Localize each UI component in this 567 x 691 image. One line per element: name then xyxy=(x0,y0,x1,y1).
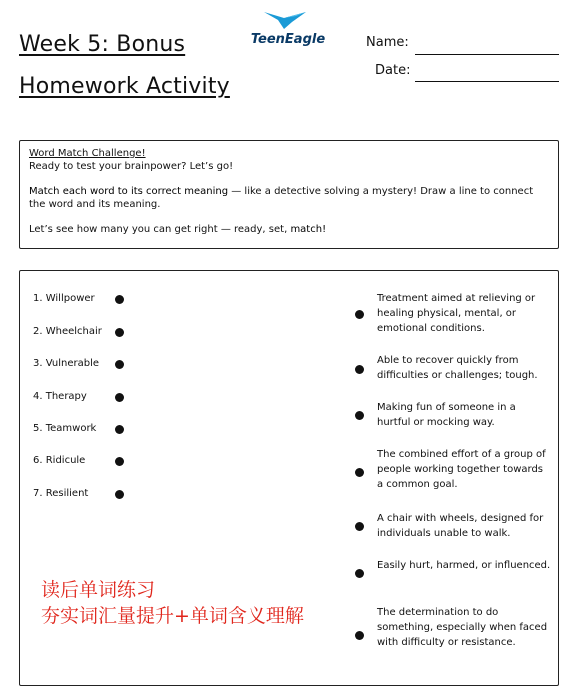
word-item: 5. Teamwork xyxy=(33,423,97,434)
instructions-text: Let’s see how many you can get right — ready, set, xyxy=(29,224,291,235)
overlay-caption-line-1: 读后单词练习 xyxy=(41,579,156,601)
date-label: Date: xyxy=(375,63,411,78)
word-item: 4. Therapy xyxy=(33,391,87,402)
name-label: Name: xyxy=(366,35,409,50)
definition-item: The determination to do something, especially when faced with difficulty or resistance. xyxy=(377,607,548,648)
definition-dot[interactable] xyxy=(355,468,364,477)
word-dot[interactable] xyxy=(115,328,124,337)
word-dot[interactable] xyxy=(115,393,124,402)
instructions-emphasis: Match each word to its correct meaning xyxy=(29,186,229,197)
definition-item: A chair with wheels, designed for individuals unable to walk. xyxy=(377,513,544,539)
definition-item: The combined effort of a group of people working together towards a common goal. xyxy=(377,449,546,490)
word-dot[interactable] xyxy=(115,425,124,434)
word-dot[interactable] xyxy=(115,457,124,466)
definition-item: Easily hurt, harmed, or influenced. xyxy=(377,560,551,571)
word-item: 2. Wheelchair xyxy=(33,326,102,337)
eagle-icon xyxy=(262,10,308,30)
instructions-text: — like a detective solving a mystery! Draw a line to connect the word and its meaning. xyxy=(29,186,534,210)
name-field[interactable] xyxy=(415,54,559,55)
instructions-box xyxy=(19,140,559,249)
definition-item: Able to recover quickly from difficulties or challenges; tough. xyxy=(377,355,538,381)
overlay-caption-line-2: 夯实词汇量提升+单词含义理解 xyxy=(41,605,304,627)
word-item: 7. Resilient xyxy=(33,488,89,499)
word-dot[interactable] xyxy=(115,490,124,499)
date-field[interactable] xyxy=(415,81,559,82)
instructions-paragraph-2 xyxy=(29,185,549,211)
definition-dot[interactable] xyxy=(355,310,364,319)
definition-dot[interactable] xyxy=(355,365,364,374)
instructions-paragraph-3 xyxy=(29,223,549,236)
definition-item: Treatment aimed at relieving or healing physical, mental, or emotional conditions. xyxy=(377,293,536,334)
instructions-heading: Word Match Challenge! xyxy=(29,148,146,159)
word-dot[interactable] xyxy=(115,295,124,304)
definition-item: Making fun of someone in a hurtful or mocking way. xyxy=(377,402,516,428)
logo-text: TeenEagle xyxy=(250,32,326,47)
word-item: 1. Willpower xyxy=(33,293,95,304)
page-title-line-1: Week 5: Bonus xyxy=(19,32,186,57)
word-item: 6. Ridicule xyxy=(33,455,86,466)
definition-dot[interactable] xyxy=(355,569,364,578)
definition-dot[interactable] xyxy=(355,411,364,420)
word-item: 3. Vulnerable xyxy=(33,358,100,369)
definition-dot[interactable] xyxy=(355,522,364,531)
instructions-emphasis: match! xyxy=(290,224,327,235)
word-dot[interactable] xyxy=(115,360,124,369)
teeneagle-logo xyxy=(246,10,330,50)
page-title-line-2: Homework Activity xyxy=(19,74,230,99)
instructions-line-1: Ready to test your brainpower? Let’s go! xyxy=(29,161,234,172)
matching-exercise xyxy=(19,270,559,686)
definition-dot[interactable] xyxy=(355,631,364,640)
